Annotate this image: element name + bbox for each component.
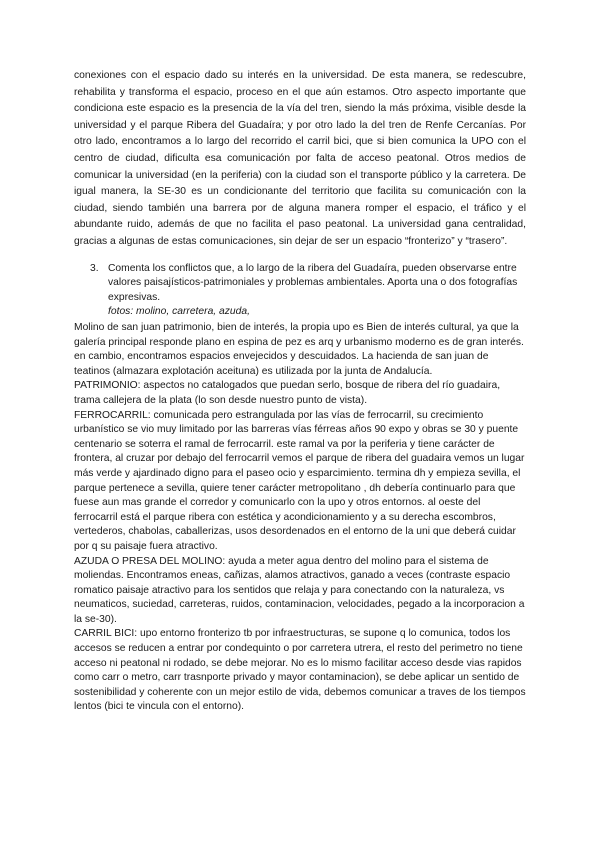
answer-paragraph-ferrocarril: FERROCARRIL: comunicada pero estrangulada por las vías de ferrocarril, su crecimiento urbanístico se vio muy limitado por las barreras vías férreas años 90 expo y obras se 30 y puente centenario se soterra el ramal de ferrocarril. este ramal va por la periferia y tiene carácter de frontera, al cruzar por debajo del ferrocarril vemos el parque de ribera del guadaira vemos un lugar más verde y ajardinado digno para el paseo ocio y esparcimiento. termina dh y empieza sevilla, el parque pertenece a sevilla, quiere tener carácter metropolitano , dh debería continuarlo para que fuese aun mas grande el corredor y comunicarlo con la upo y otros entornos. al oeste del ferrocarril está el parque ribera con estética y acondicionamiento y a su derecha escombros, vertederos, chabolas, caballerizas, usos desordenados en el entorno de la uni que deberá cuidar por q su paisaje fuera atractivo. [74,409,525,552]
answer-paragraph-azuda: AZUDA O PRESA DEL MOLINO: ayuda a meter agua dentro del molino para el sistema de moliendas. Encontramos eneas, cañizas, alamos atractivos, ganado a veces (contraste espacio romatico paisaje atractivo para los sentidos que relaja y para conectando con la naturaleza, vs neumaticos, suciedad, carreteras, ruidos, contaminacion, velocidades, pegado a la incorporacion a la se-30). [74,555,525,625]
question-3 [90,262,526,320]
question-text: Comenta los conflictos que, a lo largo de la ribera del Guadaíra, pueden observarse entre valores paisajísticos-patrimoniales y problemas ambientales. Aporta una o dos fotografías expresivas. [108,263,518,303]
answer-paragraph-patrimonio: PATRIMONIO: aspectos no catalogados que puedan serlo, bosque de ribera del río guadaira, trama callejera de la plata (lo son desde nuestro punto de vista). [74,380,501,406]
question-number: 3. [90,263,99,274]
intro-paragraph: conexiones con el espacio dado su interés en la universidad. De esta manera, se redescubre, rehabilita y transforma el espacio, proceso en el que aún estamos. Otro aspecto importante que condiciona este espacio es la presencia de la vía del tren, siendo la más próxima, visible desde la universidad y el parque Ribera del Guadaíra; y por otro lado la del tren de Renfe Cercanías. Por otro lado, encontramos a lo largo del recorrido el carril bici, que si bien comunica la UPO con el centro de ciudad, dificulta esa comunicación por falta de acceso peatonal. Otros medios de comunicar la universidad (en la periferia) con la ciudad son el transporte público y la carretera. De igual manera, la SE-30 es un condicionante del territorio que facilita su comunicación con la ciudad, siendo también una barrera por de alguna manera romper el espacio, el tráfico y el abundante ruido, además de que no facilita el paso peatonal. La universidad gana centralidad, gracias a algunas de estas comunicaciones, sin dejar de ser un espacio “fronterizo” y “trasero”. [74,70,526,247]
answer-paragraph-molino: Molino de san juan patrimonio, bien de interés, la propia upo es Bien de interés cultural, ya que la galería principal responde plano en espina de pez es arq y urbanismo moderno es de gran interés. en cambio, encontramos espacios envejecidos y descuidados. La hacienda de san juan de teatinos (almazara explotación aceituna) es utilizada por la junta de Andalucía. [74,322,524,377]
answer-section [74,321,526,715]
question-fotos-note: fotos: molino, carretera, azuda, [108,306,250,318]
answer-paragraph-carril-bici: CARRIL BICI: upo entorno fronterizo tb por infraestructuras, se supone q lo comunica, todos los accesos se reducen a entrar por condequinto o por carretera utrera, el resto del perimetro no tiene acceso ni peatonal ni rodado, se debe mejorar. No es lo mismo facilitar acceso desde vias rapidos como carr o metro, carr trasnporte privado y mayor contaminacion), se debe aplicar un sentido de sostenibilidad y coherente con un mejor estilo de vida, debemos comunicar a traves de los tiempos lentos (bici te vincula con el entorno). [74,628,526,713]
